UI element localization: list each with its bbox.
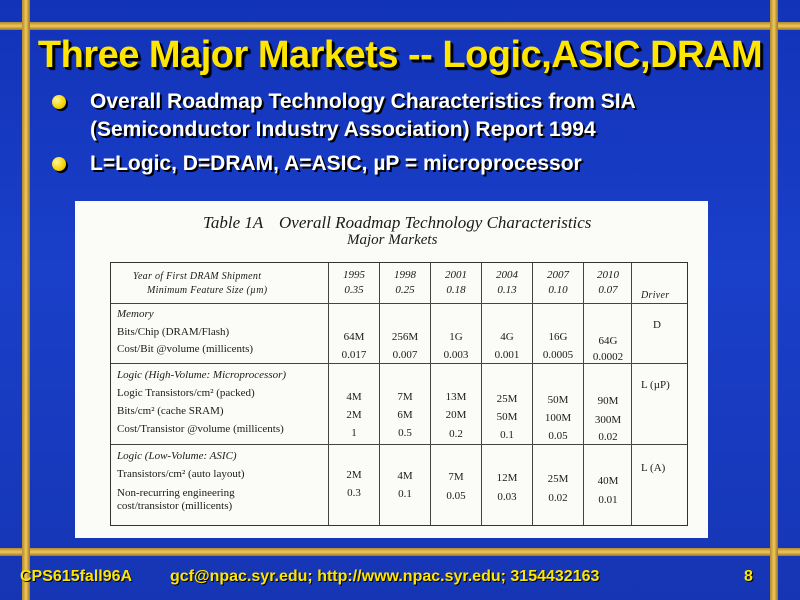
- table-cell: 0.003: [443, 349, 469, 361]
- table-cell: 64M: [343, 331, 365, 343]
- driver-header: Driver: [641, 290, 670, 301]
- top-border: [0, 22, 800, 30]
- year-cell: 2001: [445, 269, 467, 281]
- table-cell: 0.01: [598, 494, 618, 506]
- table-cell: 0.001: [494, 349, 520, 361]
- table-cell: 64G: [598, 335, 618, 347]
- year-cell: 2007: [547, 269, 569, 281]
- table-cell: 4M: [397, 470, 413, 482]
- row-label: Cost/Bit @volume (millicents): [117, 343, 254, 355]
- table-cell: 0.05: [446, 490, 466, 502]
- table-cell: 0.5: [398, 427, 412, 439]
- feature-size-cell: 0.07: [598, 284, 618, 296]
- row-label: Bits/cm² (cache SRAM): [117, 405, 224, 417]
- feature-size-cell: 0.35: [344, 284, 364, 296]
- roadmap-table-image: [75, 201, 708, 538]
- row-label: cost/transistor (millicents): [117, 500, 233, 512]
- driver-cell: L (µP): [641, 379, 670, 391]
- table-cell: 7M: [397, 391, 413, 403]
- table-cell: 0.2: [449, 428, 463, 440]
- footer-contact: gcf@npac.syr.edu; http://www.npac.syr.edu; 3154432163: [170, 568, 600, 585]
- feature-size-cell: 0.18: [446, 284, 466, 296]
- table-cell: 90M: [597, 395, 619, 407]
- table-cell: 0.0005: [542, 349, 574, 361]
- table-cell: 4G: [500, 331, 514, 343]
- right-border: [770, 0, 778, 600]
- logic-hv-section-label: Logic (High-Volume: Microprocessor): [117, 369, 287, 381]
- table-cell: 4M: [346, 391, 362, 403]
- table-subheading: Major Markets: [347, 232, 438, 248]
- table-cell: 0.1: [398, 488, 412, 500]
- year-cell: 2010: [597, 269, 619, 281]
- memory-section-label: Memory: [117, 308, 154, 320]
- row-label: Bits/Chip (DRAM/Flash): [117, 326, 230, 338]
- year-header: Year of First DRAM Shipment: [133, 271, 262, 282]
- table-number: Table 1A: [203, 213, 264, 232]
- table-heading: Overall Roadmap Technology Characteristics: [279, 213, 592, 232]
- left-border: [22, 0, 30, 600]
- bullet-dot-icon: [52, 157, 66, 171]
- page-number: 8: [744, 568, 753, 585]
- table-cell: 0.0002: [592, 351, 624, 363]
- row-label: Transistors/cm² (auto layout): [117, 468, 245, 480]
- table-cell: 6M: [397, 409, 413, 421]
- table-cell: 7M: [448, 471, 464, 483]
- table-cell: 0.02: [598, 431, 618, 443]
- year-cell: 2004: [496, 269, 518, 281]
- table-cell: 20M: [445, 409, 467, 421]
- feature-size-header: Minimum Feature Size (µm): [147, 285, 268, 296]
- footer-course: CPS615fall96A: [20, 568, 133, 585]
- table-cell: 0.007: [392, 349, 418, 361]
- table-cell: 12M: [496, 472, 518, 484]
- logic-lv-section-label: Logic (Low-Volume: ASIC): [117, 450, 237, 462]
- driver-cell: L (A): [641, 462, 666, 474]
- row-label: Logic Transistors/cm² (packed): [117, 387, 255, 399]
- driver-cell: D: [653, 319, 661, 331]
- roadmap-table: [110, 262, 688, 526]
- table-cell: 25M: [496, 393, 518, 405]
- row-label: Non-recurring engineering: [117, 487, 235, 499]
- table-cell: 300M: [594, 414, 622, 426]
- table-cell: 40M: [597, 475, 619, 487]
- table-cell: 25M: [547, 473, 569, 485]
- bullet-dot-icon: [52, 95, 66, 109]
- feature-size-cell: 0.10: [548, 284, 568, 296]
- table-cell: 256M: [391, 331, 419, 343]
- table-cell: 2M: [346, 409, 362, 421]
- bullet-2-line1: L=Logic, D=DRAM, A=ASIC, µP = microprocessor: [90, 152, 582, 175]
- table-cell: 100M: [544, 412, 572, 424]
- row-label: Cost/Transistor @volume (millicents): [117, 423, 284, 435]
- table-cell: 1G: [449, 331, 463, 343]
- feature-size-cell: 0.13: [497, 284, 517, 296]
- table-cell: 0.3: [347, 487, 361, 499]
- table-cell: 1: [351, 427, 357, 439]
- year-cell: 1998: [394, 269, 416, 281]
- table-cell: 16G: [548, 331, 568, 343]
- bullet-1-line1: Overall Roadmap Technology Characteristics from SIA: [90, 90, 636, 113]
- table-cell: 0.02: [548, 492, 568, 504]
- table-cell: 50M: [496, 411, 518, 423]
- table-cell: 0.1: [500, 429, 514, 441]
- table-cell: 0.05: [548, 430, 568, 442]
- table-cell: 0.017: [341, 349, 367, 361]
- year-cell: 1995: [343, 269, 365, 281]
- bullet-1-line2: (Semiconductor Industry Association) Report 1994: [90, 118, 596, 141]
- table-cell: 50M: [547, 394, 569, 406]
- table-cell: 2M: [346, 469, 362, 481]
- bottom-border: [0, 548, 800, 556]
- feature-size-cell: 0.25: [395, 284, 415, 296]
- table-cell: 0.03: [497, 491, 517, 503]
- table-cell: 13M: [445, 391, 467, 403]
- slide-title: Three Major Markets -- Logic,ASIC,DRAM: [37, 34, 763, 76]
